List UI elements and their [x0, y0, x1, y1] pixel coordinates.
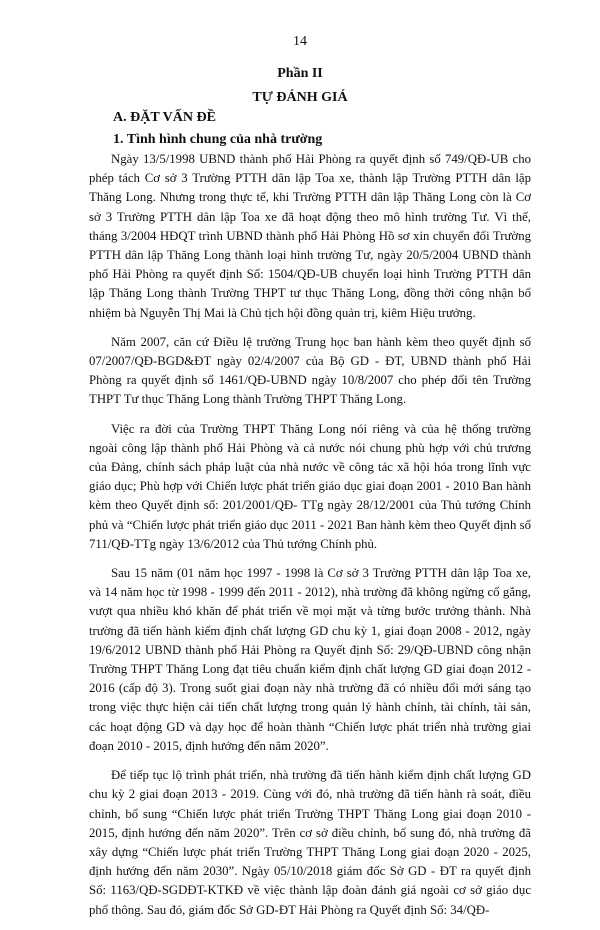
- paragraph: Ngày 13/5/1998 UBND thành phố Hải Phòng ra quyết định số 749/QĐ-UB cho phép tách Cơ sở 3 Trường PTTH dân lập Toa xe, thành lập Trường PTTH dân lập Thăng Long. Nhưng trong thực tế, khi Trường PTTH dân lập Thăng Long còn là Cơ sở 3 Trường PTTH dân lập Toa xe đã hoạt động theo mô hình trường Tư. Vì thế, tháng 3/2004 HĐQT trình UBND thành phố Hải Phòng Hồ sơ xin chuyển đổi Trường PTTH dân lập Thăng Long thành loại hình trường Tư, ngày 20/5/2004 UBND thành phố Hải Phòng ra quyết định Số: 1504/QĐ-UB chuyển loại hình Trường PTTH dân lập Thăng Long thành Trường THPT tư thục Thăng Long, đồng thời công nhận bổ nhiệm bà Nguyễn Thị Mai là Chủ tịch hội đồng quản trị, kiêm Hiệu trưởng.: [89, 152, 531, 320]
- paragraph: Năm 2007, căn cứ Điều lệ trường Trung học ban hành kèm theo quyết định số 07/2007/QĐ-BGD&ĐT ngày 02/4/2007 của Bộ GD - ĐT, UBND thành phố Hải Phòng ra quyết định số 1461/QĐ-UBND ngày 10/8/2007 cho phép đổi tên Trường THPT Tư thục Thăng Long thành Trường THPT Thăng Long.: [89, 334, 531, 407]
- page-number: 14: [293, 34, 307, 49]
- part-title: Phần II: [277, 66, 323, 81]
- section-subheading: 1. Tình hình chung của nhà trường: [113, 132, 323, 147]
- paragraph: Việc ra đời của Trường THPT Thăng Long nói riêng và của hệ thống trường ngoài công lập thành phố Hải Phòng và cả nước nói chung phù hợp với chủ trương của Đảng, chính sách pháp luật của nhà nước về công tác xã hội hóa trong lĩnh vực giáo dục; Phù hợp với Chiến lược phát triển giáo dục giai đoạn 2001 - 2010 Ban hành kèm theo Quyết định số: 201/2001/QĐ- TTg ngày 28/12/2001 của Thủ tướng Chính phủ và “Chiến lược phát triển giáo dục 2011 - 2021 Ban hành kèm theo Quyết định số 711/QĐ-TTg ngày 13/6/2012 của Thủ tướng Chính phủ.: [89, 421, 531, 551]
- part-subtitle: TỰ ĐÁNH GIÁ: [252, 90, 348, 105]
- section-heading: A. ĐẶT VẤN ĐỀ: [113, 110, 216, 125]
- body-text: [89, 150, 531, 930]
- paragraph: Để tiếp tục lộ trình phát triển, nhà trường đã tiến hành kiểm định chất lượng GD chu kỳ 2 giai đoạn 2013 - 2019. Cùng với đó, nhà trường đã tiến hành rà soát, điều chỉnh, bổ sung “Chiến lược phát triển Trường THPT Thăng Long giai đoạn 2010 - 2015, định hướng đến năm 2020”. Trên cơ sở điều chỉnh, bổ sung đó, nhà trường đã xây dựng “Chiến lược phát triển Trường THPT Thăng Long giai đoạn 2020 - 2025, định hướng đến năm 2030”. Ngày 05/10/2018 giám đốc Sở GD - ĐT ra quyết định Số: 1163/QĐ-SGDĐT-KTKĐ về việc thành lập đoàn đánh giá ngoài cơ sở giáo dục phổ thông. Sau đó, giám đốc Sở GD-ĐT Hải Phòng ra Quyết định Số: 34/QĐ-: [89, 768, 531, 917]
- paragraph: Sau 15 năm (01 năm học 1997 - 1998 là Cơ sở 3 Trường PTTH dân lập Toa xe, và 14 năm học từ 1998 - 1999 đến 2011 - 2012), nhà trường đã không ngừng cố gắng, vượt qua nhiều khó khăn để phát triển về mọi mặt và từng bước trưởng thành. Nhà trường đã tiến hành kiểm định chất lượng GD chu kỳ 1, giai đoạn 2008 - 2012, ngày 19/6/2012 UBND thành phố Hải Phòng ra Quyết định Số: 29/QĐ-UBND công nhận Trường THPT Thăng Long đạt tiêu chuẩn kiểm định chất lượng GD giai đoạn 2012 - 2016 (cấp độ 3). Trong suốt giai đoạn này nhà trường đã có nhiều đổi mới sáng tạo trong việc thực hiện cải tiến chất lượng trong quản lý hành chính, tài chính, tài sản, các hoạt động GD và dạy học để hoàn thành “Chiến lược phát triển nhà trường giai đoạn 2010 - 2015, định hướng đến năm 2020”.: [89, 566, 531, 753]
